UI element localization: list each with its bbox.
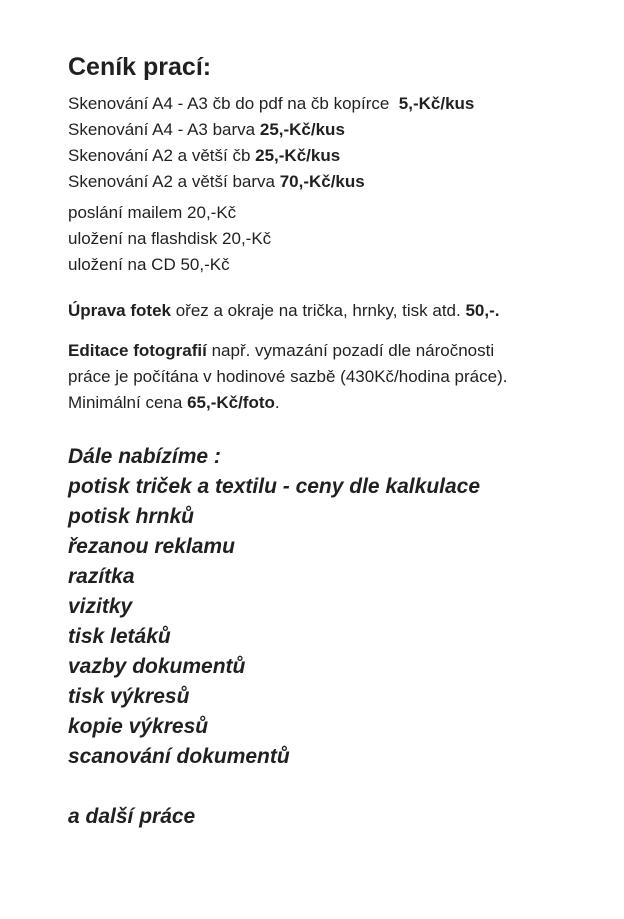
offer-item: vazby dokumentů — [68, 655, 246, 678]
offer-item: potisk hrnků — [68, 505, 195, 528]
offer-footer: a další práce — [68, 805, 196, 828]
photo-edit-line — [68, 390, 608, 416]
photo-edit-text: Minimální cena — [68, 393, 188, 412]
price-line-price: 25,-Kč/kus — [259, 120, 345, 139]
photo-edit-paragraph — [68, 338, 608, 416]
offer-item: potisk triček a textilu - ceny dle kalkulace — [68, 475, 481, 498]
document-content — [68, 52, 608, 832]
offer-item: razítka — [68, 565, 135, 588]
price-line — [68, 91, 608, 117]
offer-item: tisk výkresů — [68, 685, 190, 708]
price-line-price: 70,-Kč/kus — [279, 172, 365, 191]
price-line-label: Skenování A4 - A3 barva — [68, 120, 260, 139]
page-title: Ceník prací: — [68, 53, 212, 81]
delivery-price-list — [68, 200, 608, 278]
photo-edit-tail: . — [274, 393, 280, 412]
price-line — [68, 117, 608, 143]
offer-item: scanování dokumentů — [68, 745, 290, 768]
photo-edit-lead: Editace fotografií — [68, 341, 207, 360]
photo-edit-line — [68, 364, 608, 390]
photo-crop-line — [68, 298, 608, 324]
price-line-price: 25,-Kč/kus — [255, 146, 341, 165]
offer-section — [68, 442, 608, 832]
offer-item: tisk letáků — [68, 625, 171, 648]
photo-edit-line — [68, 338, 608, 364]
scanning-price-list — [68, 91, 608, 195]
delivery-line: uložení na flashdisk 20,-Kč — [68, 229, 272, 248]
offer-heading: Dále nabízíme : — [68, 445, 221, 468]
photo-edit-price: 65,-Kč/foto — [187, 393, 275, 412]
price-line-label: Skenování A4 - A3 čb do pdf na čb kopírce — [68, 94, 399, 113]
photo-crop-body: ořez a okraje na trička, hrnky, tisk atd. — [170, 301, 466, 320]
price-line-label: Skenování A2 a větší čb — [68, 146, 256, 165]
delivery-line: poslání mailem 20,-Kč — [68, 203, 237, 222]
offer-item: řezanou reklamu — [68, 535, 235, 558]
photo-crop-price: 50,-. — [465, 301, 500, 320]
price-line — [68, 143, 608, 169]
photo-edit-text: např. vymazání pozadí dle náročnosti — [206, 341, 495, 360]
photo-edit-text: práce je počítána v hodinové sazbě (430Kč/hodina práce). — [68, 367, 508, 386]
photo-crop-lead: Úprava fotek — [68, 301, 171, 320]
photo-crop-section — [68, 298, 608, 324]
price-line — [68, 169, 608, 195]
price-line-label: Skenování A2 a větší barva — [68, 172, 280, 191]
offer-item: vizitky — [68, 595, 133, 618]
price-line-price: 5,-Kč/kus — [398, 94, 475, 113]
offer-item: kopie výkresů — [68, 715, 209, 738]
delivery-line: uložení na CD 50,-Kč — [68, 255, 230, 274]
